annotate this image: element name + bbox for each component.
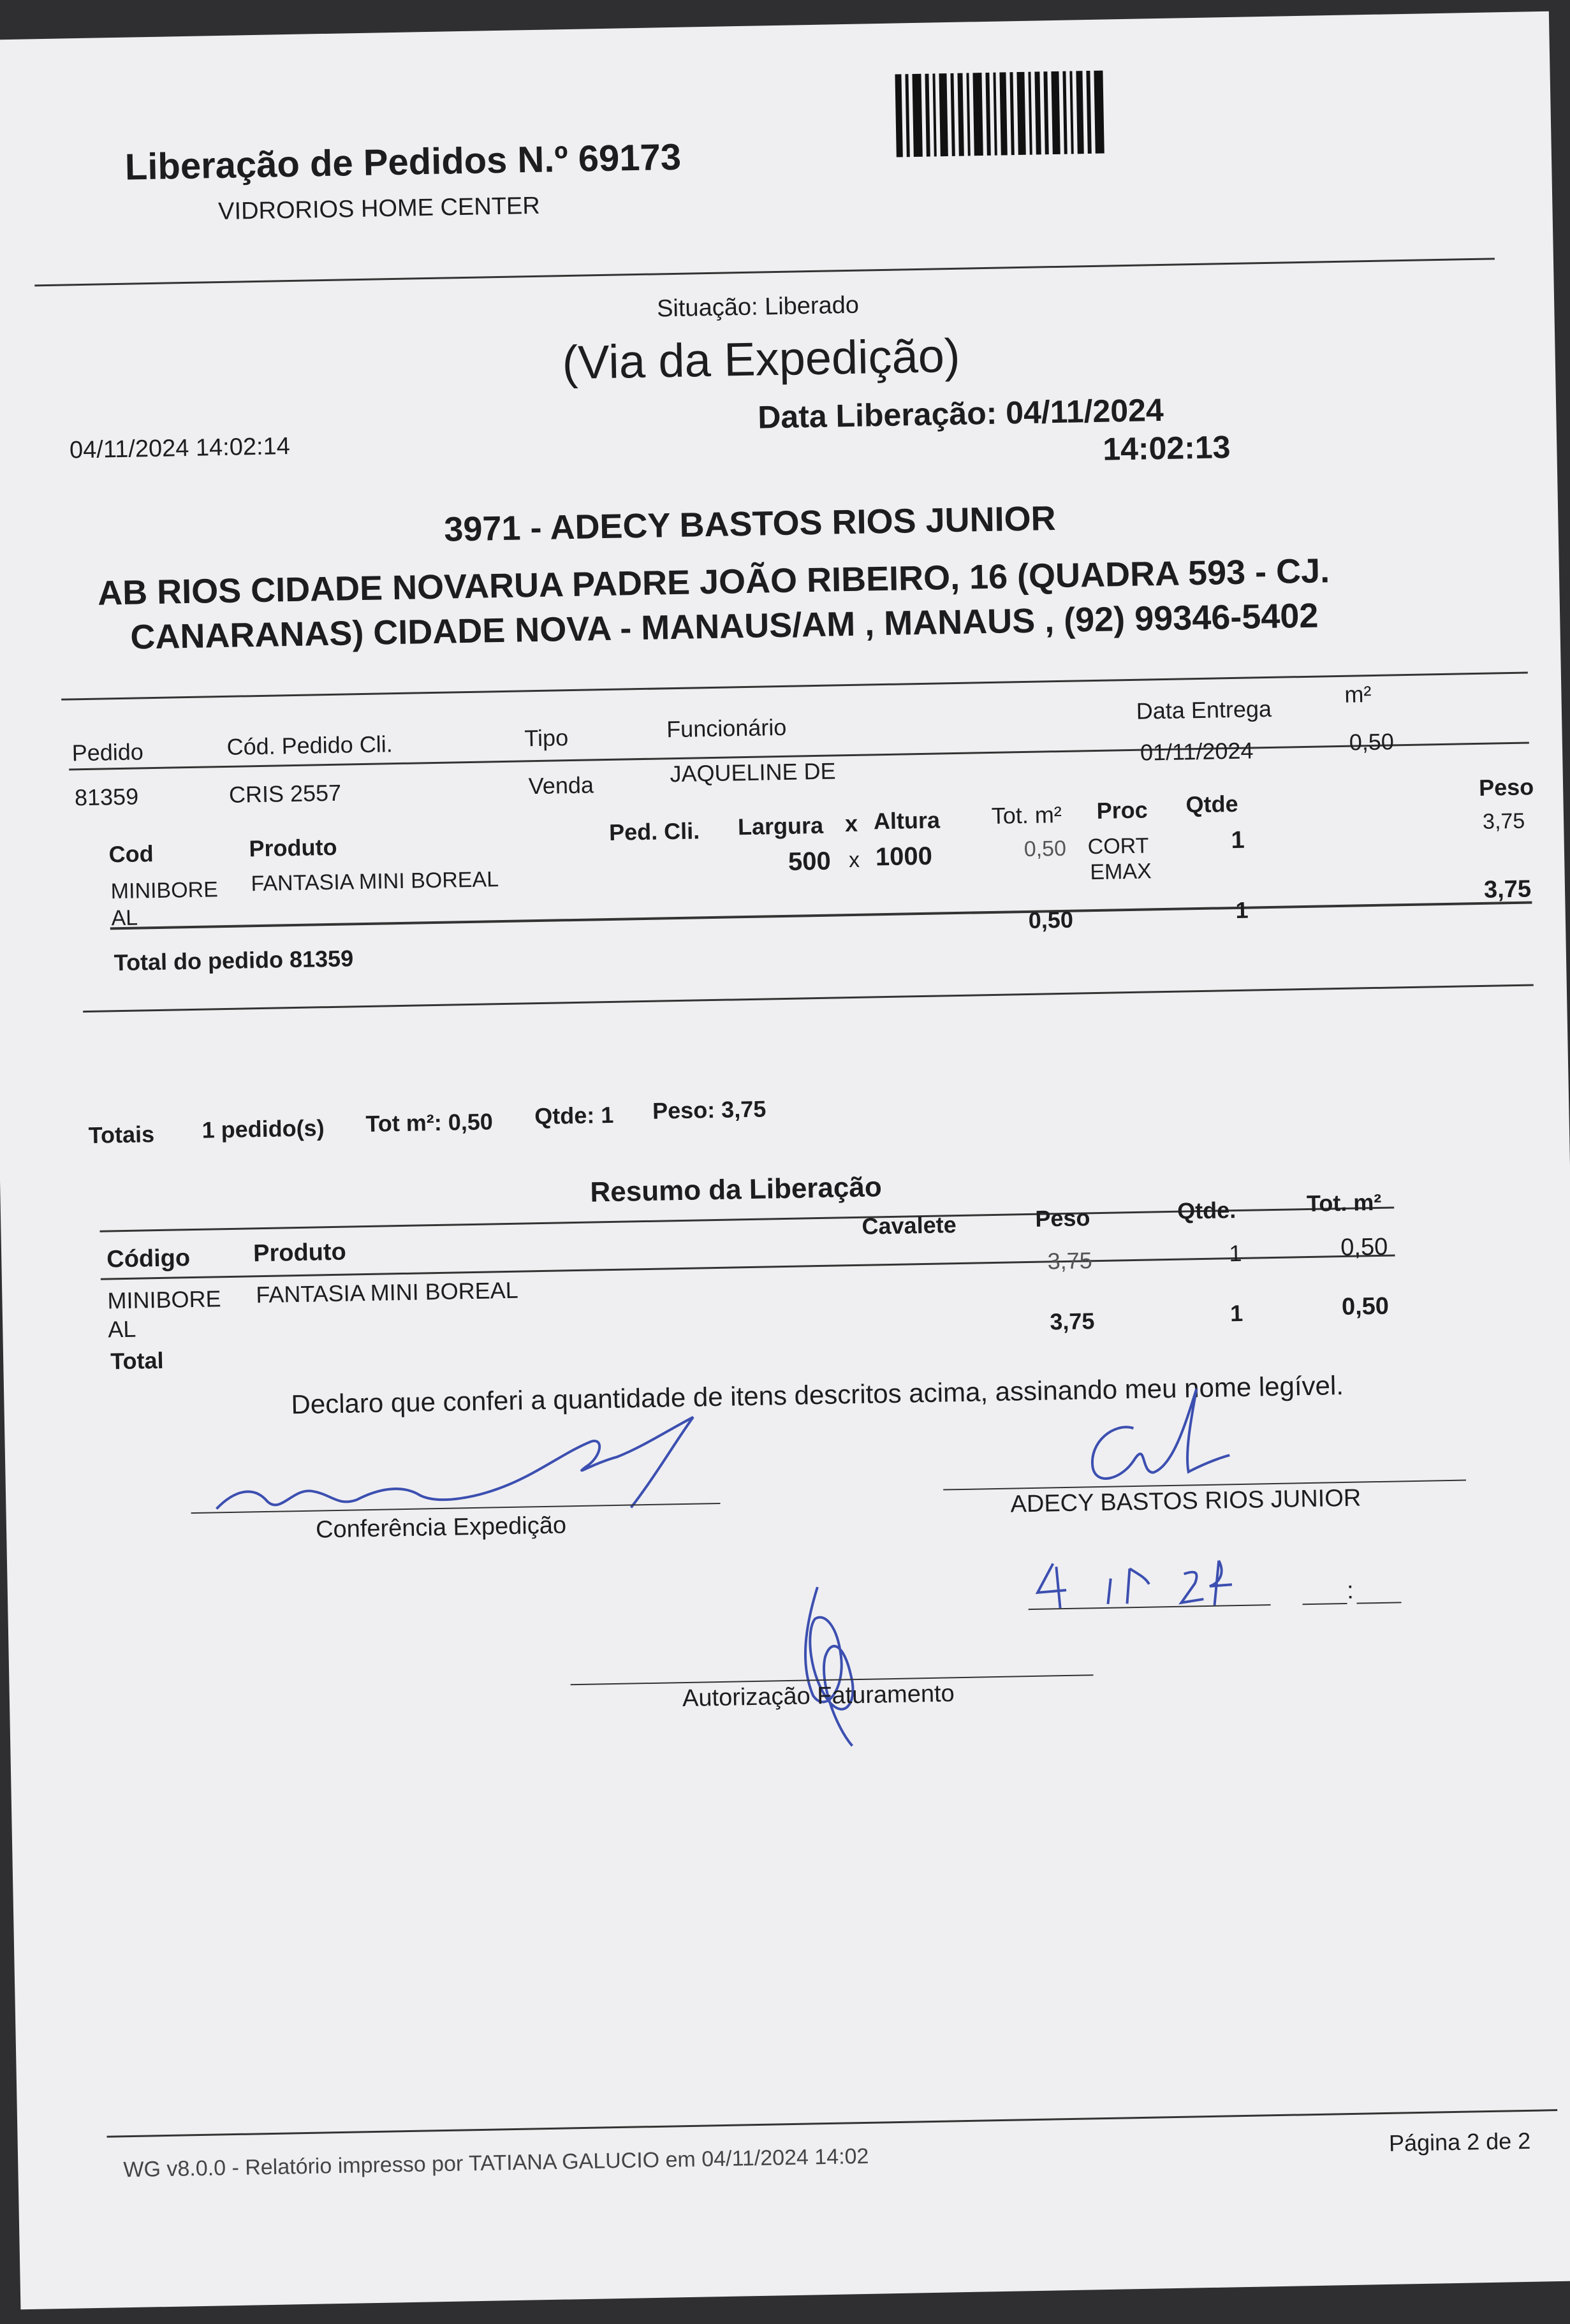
item-header-produto: Produto — [249, 833, 337, 862]
item-header-proc: Proc — [1096, 796, 1148, 824]
totais-peso: Peso: 3,75 — [652, 1095, 767, 1124]
item-peso: 3,75 — [1482, 808, 1525, 834]
item-header-cod: Cod — [108, 840, 154, 868]
item-header-x: x — [844, 810, 858, 837]
barcode — [895, 69, 1154, 157]
col-header-tipo: Tipo — [524, 724, 569, 752]
resumo-header-qtde: Qtde. — [1177, 1197, 1236, 1224]
item-header-largura: Largura — [737, 812, 824, 840]
autorizacao-label: Autorização Faturamento — [682, 1680, 955, 1713]
signature-cliente — [1062, 1375, 1256, 1500]
item-header-altura: Altura — [873, 807, 941, 835]
time-line-hours — [1303, 1603, 1347, 1605]
time-separator: : — [1346, 1577, 1354, 1604]
item-cod-line2: AL — [111, 905, 138, 931]
header-divider — [34, 258, 1495, 286]
footer-page-number: Página 2 de 2 — [1388, 2127, 1531, 2156]
resumo-total-qtde: 1 — [1229, 1299, 1244, 1327]
conferencia-label: Conferência Expedição — [315, 1512, 567, 1544]
item-header-peso: Peso — [1478, 773, 1534, 801]
m2-value: 0,50 — [1349, 728, 1395, 756]
resumo-total-peso: 3,75 — [1049, 1308, 1095, 1335]
print-datetime: 04/11/2024 14:02:14 — [69, 433, 291, 464]
resumo-codigo-line1: MINIBORE — [107, 1285, 221, 1314]
col-header-funcionario: Funcionário — [666, 713, 787, 743]
client-name: 3971 - ADECY BASTOS RIOS JUNIOR — [443, 499, 1057, 549]
resumo-tot-m2: 0,50 — [1340, 1233, 1388, 1262]
resumo-codigo-line2: AL — [107, 1315, 136, 1343]
via-expedicao: (Via da Expedição) — [561, 328, 961, 390]
item-produto: FANTASIA MINI BOREAL — [251, 867, 499, 896]
data-liberacao: Data Liberação: 04/11/2024 — [757, 391, 1164, 435]
order-total-qtde: 1 — [1235, 896, 1249, 923]
item-x: x — [848, 847, 860, 873]
item-largura: 500 — [788, 847, 832, 876]
col-header-cod-pedido-cli: Cód. Pedido Cli. — [226, 731, 393, 760]
item-qtde: 1 — [1231, 826, 1245, 854]
company-name: VIDRORIOS HOME CENTER — [217, 192, 541, 226]
item-cod-line1: MINIBORE — [110, 877, 219, 904]
col-header-pedido: Pedido — [71, 738, 144, 766]
order-end-divider — [83, 984, 1534, 1012]
order-total-label: Total do pedido 81359 — [114, 945, 354, 976]
order-total-tot-m2: 0,50 — [1028, 906, 1074, 933]
resumo-header-tot-m2: Tot. m² — [1306, 1188, 1382, 1217]
footer-report-info: WG v8.0.0 - Relatório impresso por TATIANA GALUCIO em 04/11/2024 14:02 — [123, 2144, 869, 2182]
client-address-line2: CANARANAS) CIDADE NOVA - MANAUS/AM , MANAUS , (92) 99346-5402 — [129, 596, 1319, 657]
resumo-peso: 3,75 — [1047, 1247, 1093, 1275]
client-divider — [61, 672, 1528, 701]
totais-pedidos: 1 pedido(s) — [202, 1114, 325, 1143]
time-line-minutes — [1356, 1602, 1401, 1604]
order-total-peso: 3,75 — [1483, 875, 1532, 903]
resumo-qtde: 1 — [1229, 1239, 1242, 1267]
client-address-line1: AB RIOS CIDADE NOVARUA PADRE JOÃO RIBEIRO, 16 (QUADRA 593 - CJ. — [97, 552, 1330, 613]
resumo-total-tot-m2: 0,50 — [1341, 1292, 1390, 1321]
pedido-value: 81359 — [74, 783, 139, 811]
item-header-ped-cli: Ped. Cli. — [608, 817, 700, 845]
col-header-m2: m² — [1344, 681, 1372, 708]
totais-qtde: Qtde: 1 — [534, 1101, 614, 1130]
resumo-title: Resumo da Liberação — [590, 1171, 883, 1208]
cliente-name-label: ADECY BASTOS RIOS JUNIOR — [1010, 1484, 1361, 1518]
item-proc-line2: EMAX — [1090, 859, 1152, 885]
totais-label: Totais — [88, 1121, 155, 1149]
declaration-text: Declaro que conferi a quantidade de itens descritos acima, assinando meu nome legível. — [291, 1370, 1344, 1420]
tipo-value: Venda — [528, 771, 594, 800]
situacao: Situação: Liberado — [656, 291, 860, 323]
resumo-header-peso: Peso — [1034, 1204, 1090, 1232]
resumo-header-produto: Produto — [253, 1238, 347, 1268]
item-altura: 1000 — [875, 842, 933, 872]
item-total-divider — [110, 901, 1532, 930]
item-tot-m2: 0,50 — [1023, 836, 1067, 862]
item-header-tot-m2: Tot. m² — [991, 801, 1062, 829]
hora-liberacao: 14:02:13 — [1102, 429, 1231, 467]
document-title: Liberação de Pedidos N.º 69173 — [124, 136, 682, 188]
totais-tot-m2: Tot m²: 0,50 — [365, 1108, 494, 1137]
resumo-produto: FANTASIA MINI BOREAL — [255, 1276, 519, 1308]
item-proc-line1: CORT — [1087, 833, 1149, 859]
resumo-header-cavalete: Cavalete — [862, 1211, 957, 1239]
data-entrega-value: 01/11/2024 — [1140, 737, 1254, 766]
document-page — [0, 11, 1570, 2310]
resumo-total-label: Total — [110, 1347, 164, 1375]
signature-autorizacao — [779, 1573, 884, 1753]
footer-divider — [106, 2109, 1557, 2138]
resumo-header-codigo: Código — [106, 1245, 191, 1273]
item-header-qtde: Qtde — [1185, 790, 1238, 818]
cod-pedido-cli-value: CRIS 2557 — [228, 779, 342, 808]
col-header-data-entrega: Data Entrega — [1136, 695, 1272, 724]
funcionario-value: JAQUELINE DE — [670, 757, 836, 787]
